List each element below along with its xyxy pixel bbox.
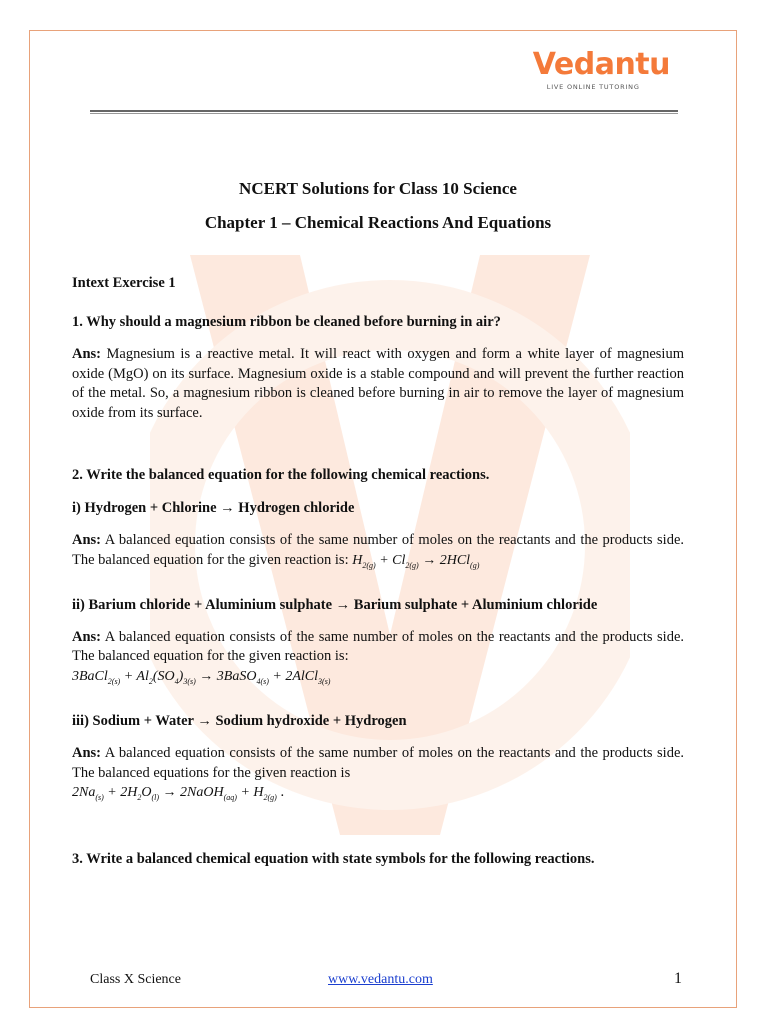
equation-2-ii: 3BaCl$_{2(s)}$ + $Al_2(SO_4)_{3(s)}$ → 3BaSO$_{4(s)}$ + 2AlCl$_{3(s)}$ [72,668,331,686]
question-1: 1. Why should a magnesium ribbon be cleaned before burning in air? [72,314,501,330]
logo-wordmark: Vedantu [532,47,670,82]
vedantu-logo [532,47,670,91]
answer-2-iii-text: A balanced equation consists of the same number of moles on the reactants and the products side. The balanced equations for the given reaction is [72,745,684,781]
answer-label: Ans: [72,346,102,362]
answer-2-ii-text: A balanced equation consists of the same number of moles on the reactants and the products side. The balanced equation for the given reaction is: [72,628,684,665]
footer-subject: Class X Science [90,972,181,987]
answer-label: Ans: [72,745,102,762]
answer-label: Ans: [72,532,102,548]
answer-2-i [72,531,684,575]
logo-tagline: LIVE ONLINE TUTORING [546,83,640,91]
equation-2-iii: $2Na_{(s)} + 2H_2O_{(l)}$ → 2NaOH$_{(aq)}$ + $H_{2(g)}$ [72,785,277,802]
document-title: NCERT Solutions for Class 10 Science [239,179,517,198]
question-2: 2. Write the balanced equation for the following chemical reactions. [72,467,490,483]
header-rule [90,110,678,114]
answer-2-i-text: A balanced equation consists of the same number of moles on the reactants and the products side. The balanced equation for the given reaction is: [72,532,684,568]
equation-2-i: $H_{2(g)} + Cl_{2(g)} \to 2HCl_{(g)}$ [352,552,480,570]
page-number: 1 [674,970,682,987]
question-2-i: i) Hydrogen + Chlorine → Hydrogen chloride [72,500,355,516]
answer-2-ii [72,628,684,691]
section-heading: Intext Exercise 1 [72,275,176,291]
question-2-ii: ii) Barium chloride + Aluminium sulphate → Barium sulphate + Aluminium chloride [72,596,598,613]
question-2-iii: iii) Sodium + Water → Sodium hydroxide + Hydrogen [72,713,407,730]
answer-1 [72,345,684,423]
answer-1-text: Magnesium is a reactive metal. It will react with oxygen and form a white layer of magnesium oxide (MgO) on its surface. Magnesium oxide is a stable compound and will prevent the further reaction of the metal. So, a magnesium ribbon is cleaned before burning in air to remove the layer of magnesium oxide from its surface. [72,346,684,421]
answer-2-iii: Ans: A balanced equation consists of the same number of moles on the reactants and the products side. The balanced equations for the given reaction is $2Na_{(s)} + 2H_2O_{(l)}$ → 2NaOH$_{(aq)}$ + $H_{2(g)}$ . [72,745,684,802]
footer-website-link[interactable]: www.vedantu.com [328,972,433,987]
question-3: 3. Write a balanced chemical equation with state symbols for the following reactions. [72,851,595,868]
chapter-title: Chapter 1 – Chemical Reactions And Equations [204,213,552,232]
document-body [72,175,684,868]
answer-label: Ans: [72,628,102,645]
